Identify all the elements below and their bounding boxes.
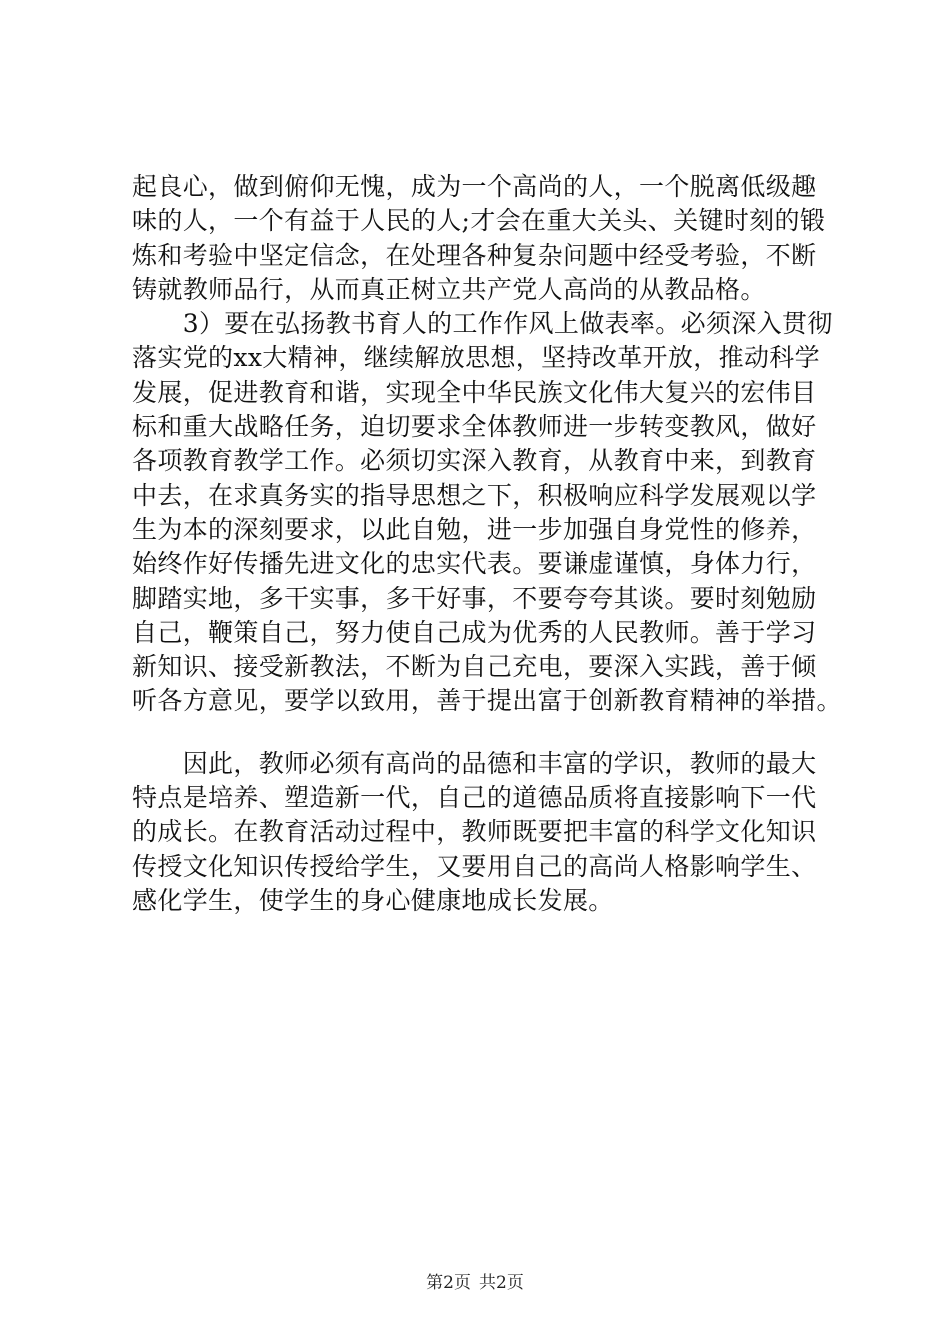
text-line: 起良心，做到俯仰无愧，成为一个高尚的人，一个脱离低级趣 [132, 172, 817, 201]
text-line: 发展，促进教育和谐，实现全中华民族文化伟大复兴的宏伟目 [132, 377, 817, 407]
text-line: 生为本的深刻要求，以此自勉，进一步加强自身党性的修养， [132, 514, 817, 544]
text-line: 听各方意见，要学以致用，善于提出富于创新教育精神的举措。 [132, 686, 842, 716]
document-body [132, 170, 842, 918]
text-line: 自己，鞭策自己，努力使自己成为优秀的人民教师。善于学习 [132, 617, 817, 647]
text-line: 标和重大战略任务，迫切要求全体教师进一步转变教风，做好 [132, 412, 817, 442]
text-line: 的成长。在教育活动过程中，教师既要把丰富的科学文化知识 [132, 817, 817, 847]
closing-paragraph [132, 747, 832, 918]
text-line: 落实党的xx大精神，继续解放思想，坚持改革开放，推动科学 [132, 343, 821, 373]
text-line: 各项教育教学工作。必须切实深入教育，从教育中来，到教育 [132, 446, 817, 476]
continued-paragraph [132, 170, 832, 307]
text-line: 始终作好传播先进文化的忠实代表。要谦虚谨慎，身体力行， [132, 549, 817, 579]
text-line: 3）要在弘扬教书育人的工作作风上做表率。必须深入贯彻 [132, 309, 833, 339]
text-line: 因此，教师必须有高尚的品德和丰富的学识，教师的最大 [132, 748, 817, 778]
text-line: 特点是培养、塑造新一代，自己的道德品质将直接影响下一代 [132, 783, 817, 813]
text-line: 中去，在求真务实的指导思想之下，积极响应科学发展观以学 [132, 480, 817, 510]
text-line: 感化学生，使学生的身心健康地成长发展。 [132, 885, 614, 915]
text-line: 味的人，一个有益于人民的人;才会在重大关头、关键时刻的锻 [132, 206, 826, 236]
text-line: 传授文化知识传授给学生，又要用自己的高尚人格影响学生、 [132, 851, 817, 881]
paragraph-gap [132, 719, 832, 747]
page-total: 共2页 [479, 1273, 524, 1293]
text-line: 铸就教师品行，从而真正树立共产党人高尚的从教品格。 [132, 274, 766, 304]
text-line: 新知识、接受新教法，不断为自己充电，要深入实践，善于倾 [132, 652, 817, 682]
text-line: 炼和考验中坚定信念，在处理各种复杂问题中经受考验，不断 [132, 240, 817, 270]
page-footer [0, 1271, 950, 1295]
text-line: 脚踏实地，多干实事，多干好事，不要夸夸其谈。要时刻勉励 [132, 583, 817, 613]
paragraph-item-3 [132, 307, 842, 719]
page-number: 第2页 [426, 1273, 471, 1293]
